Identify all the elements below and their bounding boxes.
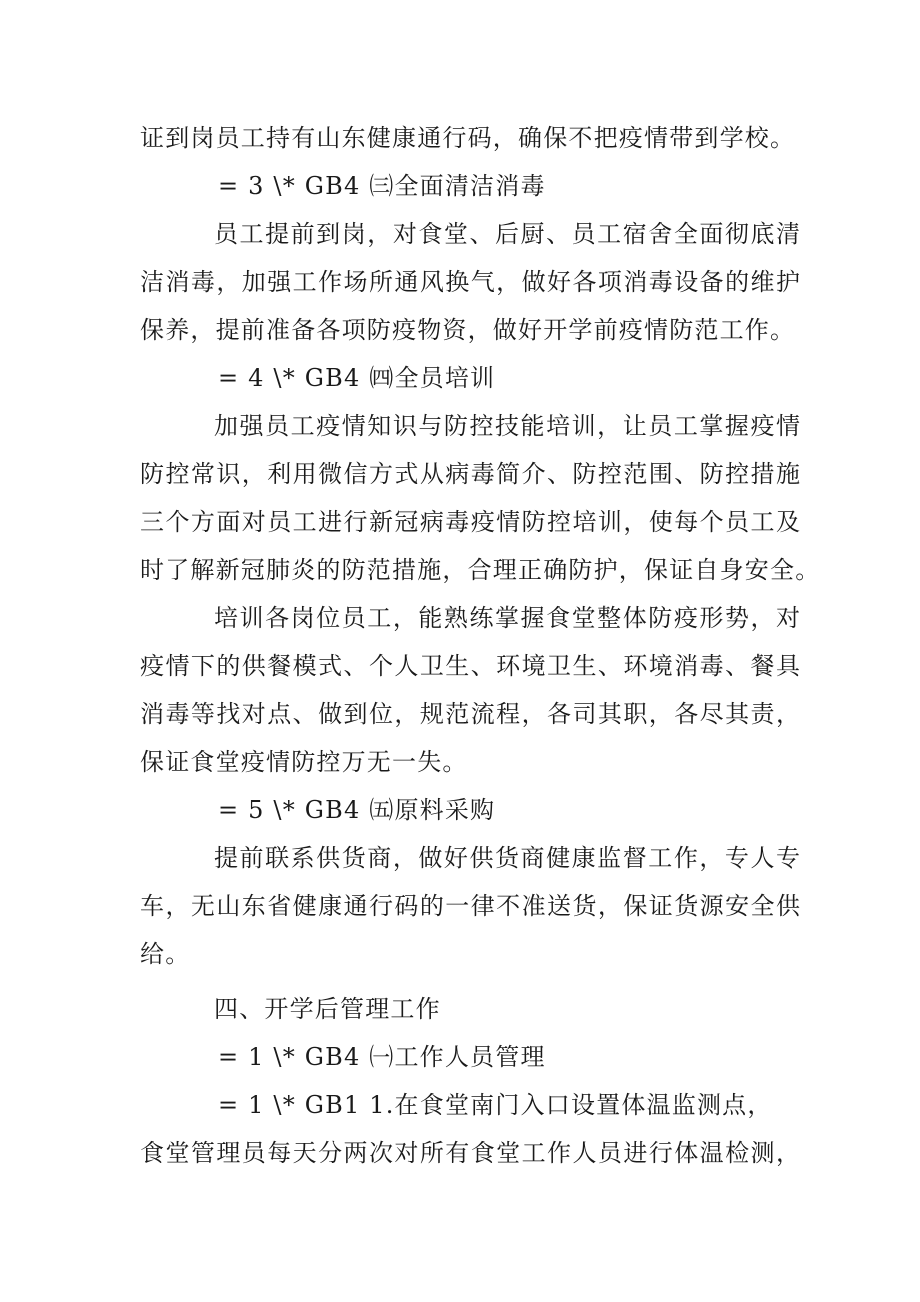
text-line: 三个方面对员工进行新冠病毒疫情防控培训，使每个员工及 bbox=[140, 508, 800, 536]
text-line: 时了解新冠肺炎的防范措施，合理正确防护，保证自身安全。 bbox=[140, 556, 821, 584]
section-heading: = 4 \* GB4 ㈣全员培训 bbox=[218, 364, 496, 392]
text-line: 防控常识，利用微信方式从病毒简介、防控范围、防控措施 bbox=[140, 460, 800, 488]
chapter-heading: 四、开学后管理工作 bbox=[214, 995, 441, 1023]
paragraph-first-line: 员工提前到岗，对食堂、后厨、员工宿舍全面彻底清 bbox=[214, 220, 800, 248]
section-heading: = 1 \* GB4 ㈠工作人员管理 bbox=[218, 1043, 546, 1071]
text-line: 食堂管理员每天分两次对所有食堂工作人员进行体温检测， bbox=[140, 1139, 800, 1167]
list-item-heading: = 1 \* GB1 1.在食堂南门入口设置体温监测点， bbox=[218, 1091, 773, 1119]
text-line: 消毒等找对点、做到位，规范流程，各司其职，各尽其责， bbox=[140, 700, 800, 728]
text-line: 洁消毒，加强工作场所通风换气，做好各项消毒设备的维护 bbox=[140, 268, 800, 296]
text-line: 疫情下的供餐模式、个人卫生、环境卫生、环境消毒、餐具 bbox=[140, 652, 800, 680]
section-heading: = 5 \* GB4 ㈤原料采购 bbox=[218, 796, 496, 824]
text-line: 车，无山东省健康通行码的一律不准送货，保证货源安全供 bbox=[140, 892, 800, 920]
paragraph-first-line: 加强员工疫情知识与防控技能培训，让员工掌握疫情 bbox=[214, 412, 800, 440]
section-heading: = 3 \* GB4 ㈢全面清洁消毒 bbox=[218, 172, 546, 200]
text-line: 给。 bbox=[140, 940, 191, 968]
text-line: 保证食堂疫情防控万无一失。 bbox=[140, 748, 468, 776]
text-line: 证到岗员工持有山东健康通行码，确保不把疫情带到学校。 bbox=[140, 124, 796, 152]
paragraph-first-line: 提前联系供货商，做好供货商健康监督工作，专人专 bbox=[214, 844, 800, 872]
paragraph-first-line: 培训各岗位员工，能熟练掌握食堂整体防疫形势，对 bbox=[214, 604, 800, 632]
text-line: 保养，提前准备各项防疫物资，做好开学前疫情防范工作。 bbox=[140, 316, 796, 344]
